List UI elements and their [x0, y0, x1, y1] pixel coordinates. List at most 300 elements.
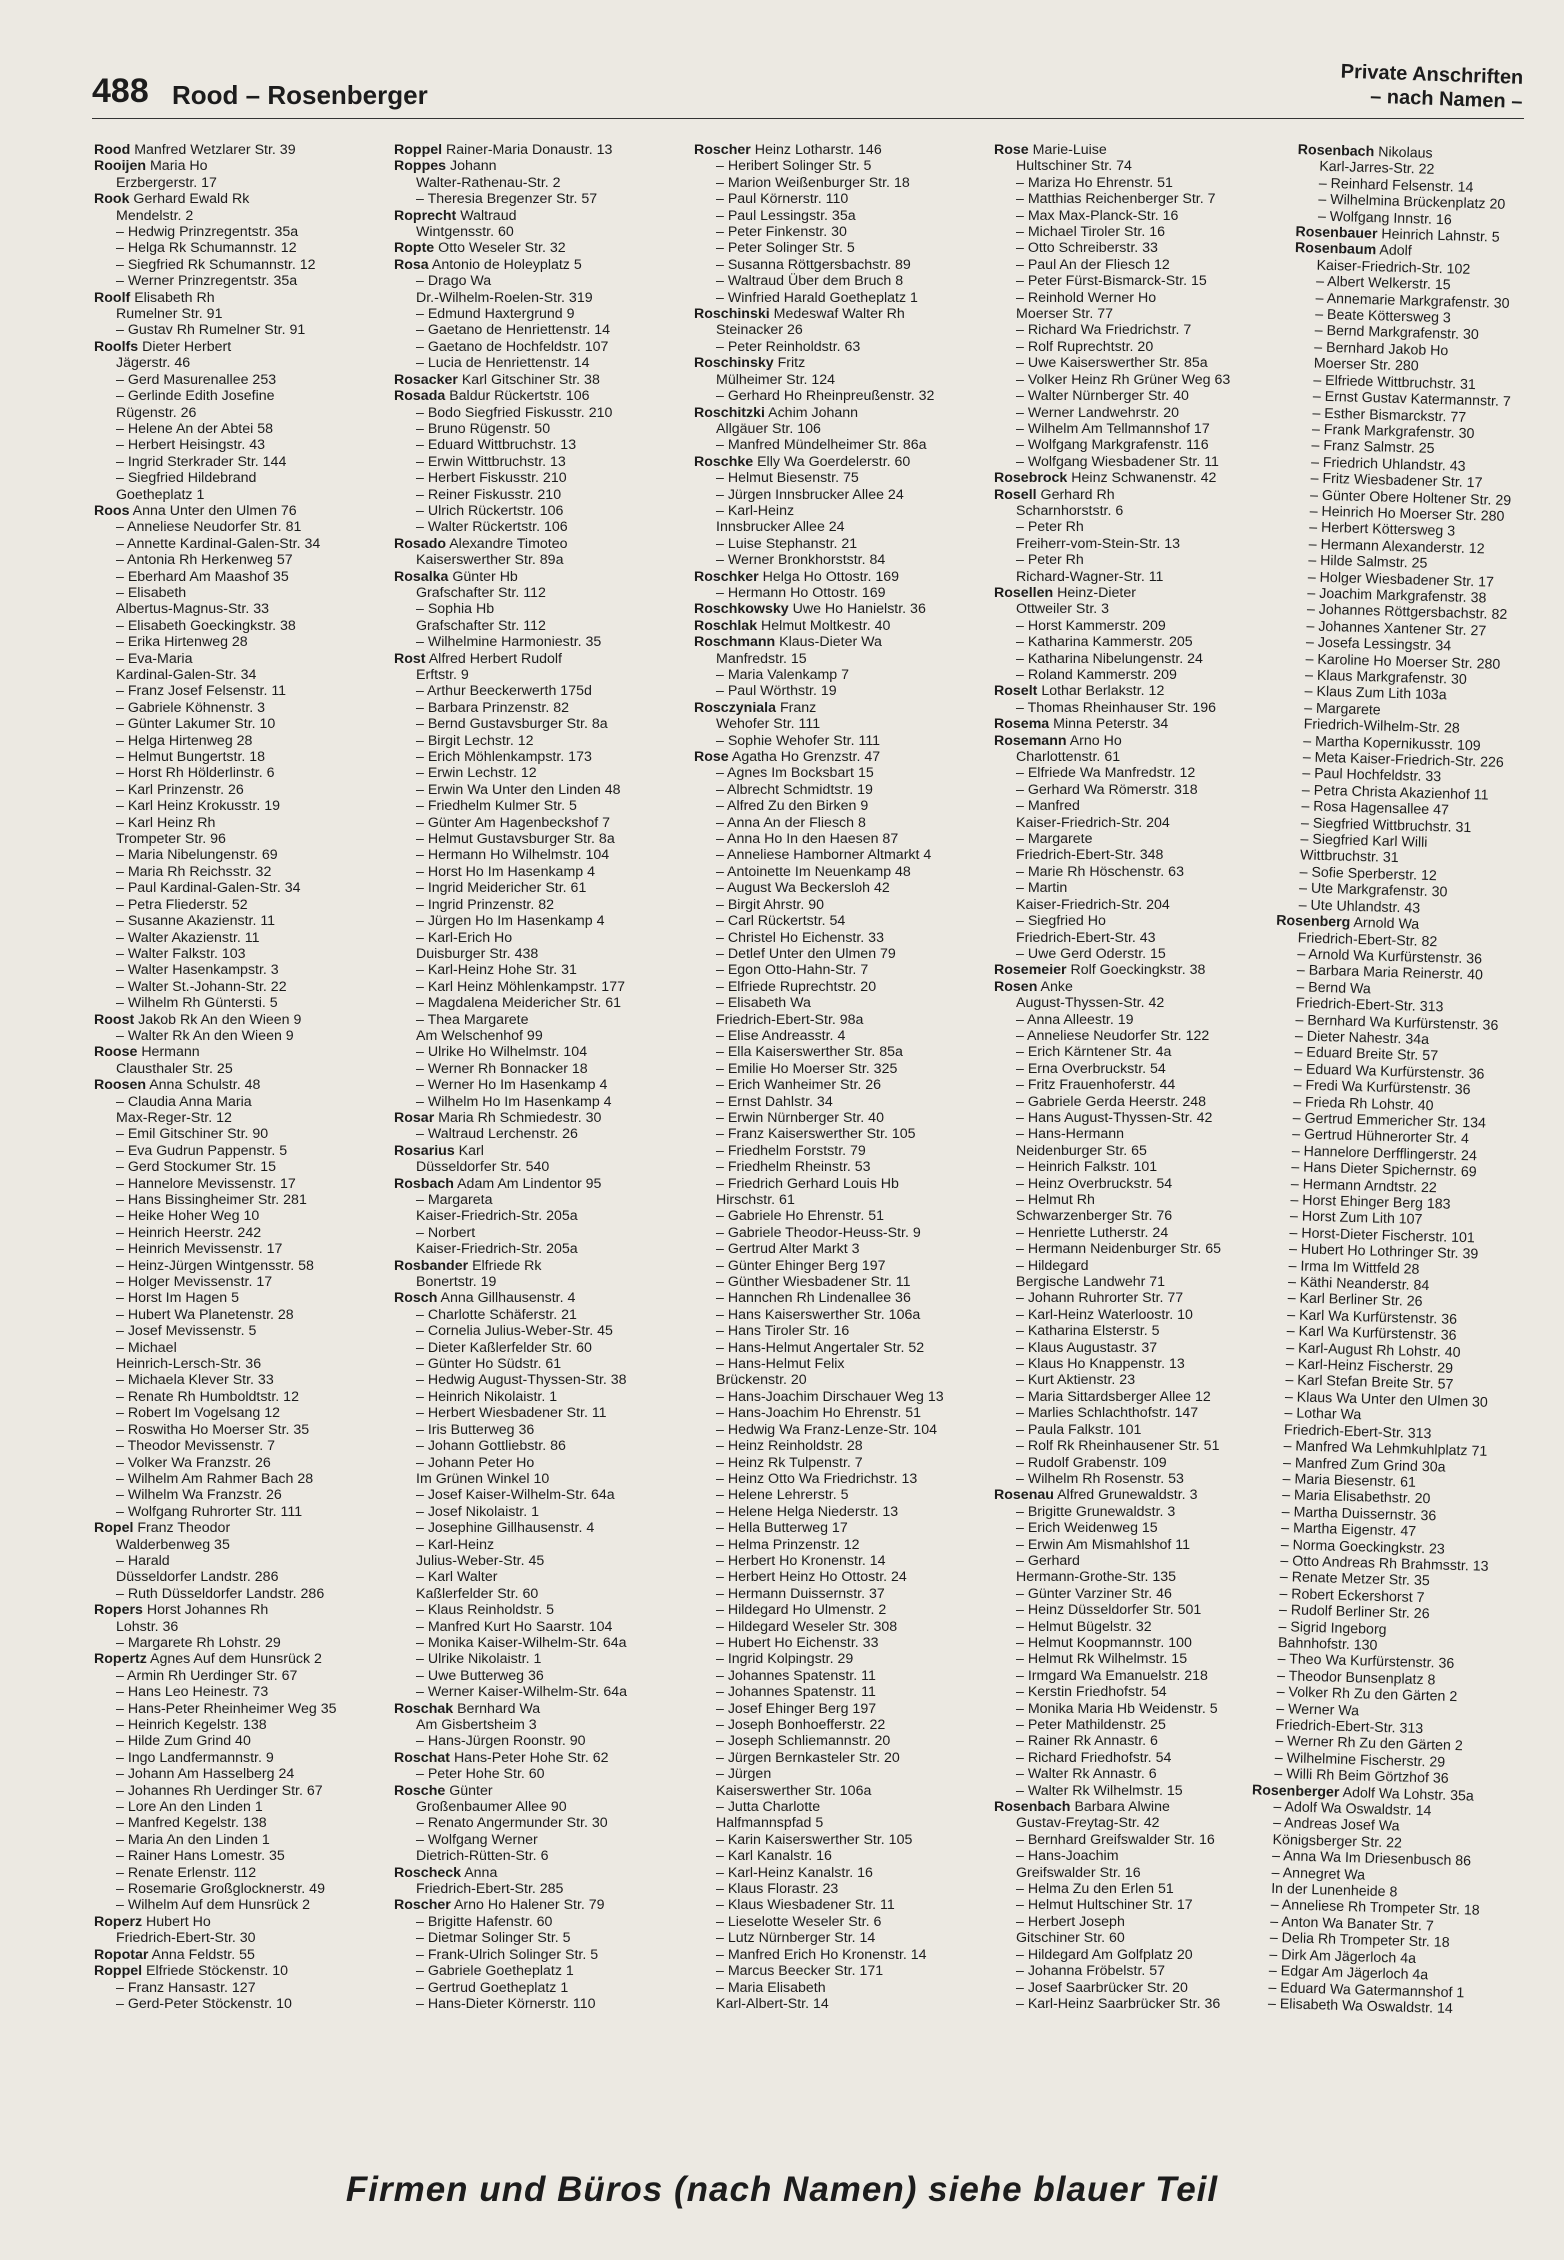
entry-line	[694, 962, 980, 978]
entry-text: – Wilhelmine Harmoniestr. 35	[416, 634, 602, 651]
entry-line	[694, 1159, 980, 1175]
entry-text: Mendelstr. 2	[116, 207, 194, 224]
entry-text: – Egon Otto-Hahn-Str. 7	[716, 962, 869, 979]
section-heading-line-1: Private Anschriften	[1340, 60, 1524, 89]
entry-text: – Gabriele Theodor-Heuss-Str. 9	[716, 1224, 921, 1241]
entry-text: – Marie Rh Höschenstr. 63	[1016, 863, 1184, 880]
entry-text: – Walter St.-Johann-Str. 22	[116, 978, 287, 995]
entry-text: – Anneliese Neudorfer Str. 122	[1016, 1027, 1210, 1044]
entry-text: – Helga Rk Schumannstr. 12	[116, 240, 297, 257]
entry-text: – Eberhard Am Maashof 35	[116, 568, 289, 585]
surname: Rosczyniala	[694, 699, 777, 716]
entry-line	[994, 339, 1280, 355]
entry-text: – Josef Nikolaistr. 1	[416, 1503, 540, 1520]
entry-text: – Manfred Erich Ho Kronenstr. 14	[716, 1946, 927, 1963]
entry-text: – Heinz Otto Wa Friedrichstr. 13	[716, 1470, 918, 1487]
entry-text: – Harald	[116, 1552, 170, 1569]
entry-text: Max-Reger-Str. 12	[116, 1109, 232, 1126]
entry-line	[694, 470, 980, 486]
entry-line	[694, 1258, 980, 1274]
entry-text: – Karl Prinzenstr. 26	[116, 781, 244, 798]
surname: Rosenbach	[1297, 142, 1375, 161]
entry-line	[94, 1635, 380, 1651]
surname: Ropotar	[94, 1946, 149, 1963]
entry-text: – Robert Eckershorst 7	[1279, 1585, 1425, 1606]
entry-line	[94, 1586, 380, 1602]
surname: Rosenbach	[994, 1799, 1071, 1816]
entry-line	[694, 1520, 980, 1536]
entry-text: – Ulrike Ho Wilhelmstr. 104	[416, 1044, 588, 1061]
entry-text: Agnes Auf dem Hunsrück 2	[149, 1651, 322, 1668]
entry-line	[394, 601, 680, 617]
entry-text: – Karl-Heinz Waterloostr. 10	[1016, 1306, 1193, 1323]
surname-entry	[94, 142, 380, 158]
surname: Roschinski	[694, 306, 770, 323]
entry-text: Dieter Herbert	[142, 338, 232, 355]
entry-text: – Günter Ehinger Berg 197	[716, 1257, 886, 1274]
entry-line	[694, 1717, 980, 1733]
entry-text: – Gerd-Peter Stöckenstr. 10	[116, 1995, 292, 2012]
surname: Rosche	[394, 1782, 446, 1799]
surname: Rosebrock	[994, 470, 1068, 487]
entry-line	[394, 437, 680, 453]
entry-text: – Ute Uhlandstr. 43	[1298, 897, 1421, 917]
entry-line	[394, 1159, 680, 1175]
entry-text: – Paul Lessingstr. 35a	[716, 207, 856, 224]
entry-line	[394, 1651, 680, 1667]
entry-line	[94, 1159, 380, 1175]
entry-text: – Horst-Dieter Fischerstr. 101	[1289, 1225, 1475, 1247]
entry-text: – Jürgen Bernkasteler Str. 20	[716, 1749, 900, 1766]
surname-entry	[694, 700, 980, 716]
entry-text: – Gertrud Alter Markt 3	[716, 1241, 860, 1258]
entry-line	[994, 1668, 1280, 1684]
entry-text: – Heinz Reinholdstr. 28	[716, 1438, 863, 1455]
surname-entry	[394, 1110, 680, 1126]
surname: Roppel	[394, 142, 443, 158]
entry-line	[994, 191, 1280, 207]
entry-text: – Eduard Breite Str. 57	[1294, 1044, 1439, 1065]
entry-text: – Andreas Josef Wa	[1272, 1815, 1400, 1835]
surname: Rosar	[394, 1109, 435, 1126]
entry-text: – Günter Am Hagenbeckshof 7	[416, 814, 611, 831]
entry-line	[394, 1930, 680, 1946]
entry-text: Karl Gitschiner Str. 38	[461, 371, 600, 388]
entry-text: Manfred Wetzlarer Str. 39	[134, 142, 296, 158]
surname-entry	[694, 601, 980, 617]
surname-entry	[694, 634, 980, 650]
entry-line	[994, 1766, 1280, 1782]
entry-line	[994, 257, 1280, 273]
entry-text: – Helene Lehrerstr. 5	[716, 1487, 849, 1504]
entry-text: – Rudolf Berliner Str. 26	[1278, 1602, 1430, 1623]
entry-text: Fritz	[777, 355, 806, 372]
entry-line	[694, 191, 980, 207]
surname-entry	[394, 536, 680, 552]
surname-entry	[994, 962, 1280, 978]
entry-text: – Werner Rh Zu den Gärten 2	[1275, 1733, 1463, 1755]
entry-text: – Erwin Nürnberger Str. 40	[716, 1109, 884, 1126]
entry-text: – Theodor Bunsenplatz 8	[1276, 1667, 1436, 1689]
entry-text: Friedrich-Ebert-Str. 313	[1295, 995, 1444, 1016]
entry-line	[694, 1323, 980, 1339]
entry-text: – Wilhelm Am Rahmer Bach 28	[116, 1470, 314, 1487]
entry-text: – Elisabeth Wa	[716, 995, 811, 1012]
entry-line	[694, 1766, 980, 1782]
entry-line	[694, 1044, 980, 1060]
entry-text: – Hans-Helmut Angertaler Str. 52	[716, 1339, 925, 1356]
entry-text: – Johannes Spatenstr. 11	[716, 1667, 876, 1684]
entry-line	[994, 1996, 1280, 2012]
entry-line	[694, 995, 980, 1011]
entry-line	[994, 1323, 1280, 1339]
entry-line	[994, 798, 1280, 814]
entry-line	[994, 240, 1280, 256]
surname: Rosbander	[394, 1257, 469, 1274]
entry-text: – Karl Stefan Breite Str. 57	[1285, 1372, 1454, 1394]
entry-line	[994, 1340, 1280, 1356]
entry-text: Karl-Jarres-Str. 22	[1319, 159, 1435, 179]
entry-text: – Karl-Heinz Fischerstr. 29	[1285, 1356, 1454, 1377]
entry-line	[394, 1241, 680, 1257]
entry-text: – Bernd Gustavsburger Str. 8a	[416, 716, 608, 733]
entry-text: – Wilhelmina Brückenplatz 20	[1318, 191, 1506, 214]
entry-line	[694, 1733, 980, 1749]
entry-text: – Bernhard Jakob Ho	[1314, 339, 1449, 360]
entry-text: – Klaus Wiesbadener Str. 11	[716, 1897, 895, 1914]
surname-entry	[994, 683, 1280, 699]
surname: Rosemeier	[994, 962, 1067, 979]
entry-line	[394, 1684, 680, 1700]
entry-line	[94, 1225, 380, 1241]
entry-text: – Manfred Kegelstr. 138	[116, 1815, 267, 1832]
entry-text: – Fritz Wiesbadener Str. 17	[1310, 470, 1483, 492]
entry-line	[994, 651, 1280, 667]
entry-line	[94, 618, 380, 634]
entry-line	[994, 158, 1280, 174]
surname: Roscher	[694, 142, 751, 158]
entry-line	[994, 1832, 1280, 1848]
entry-text: – Elisabeth Goeckingkstr. 38	[116, 617, 296, 634]
entry-text: – Kurt Aktienstr. 23	[1016, 1372, 1136, 1389]
entry-text: Hubert Ho	[146, 1913, 211, 1930]
entry-text: – Theo Wa Kurfürstenstr. 36	[1277, 1651, 1455, 1673]
entry-line	[694, 503, 980, 519]
entry-text: – Hannelore Derfflingerstr. 24	[1291, 1143, 1478, 1165]
entry-line	[394, 1405, 680, 1421]
entry-line	[94, 1701, 380, 1717]
surname-entry	[994, 470, 1280, 486]
entry-text: Anna Gillhausenstr. 4	[440, 1290, 576, 1307]
entry-line	[994, 437, 1280, 453]
surname: Rosenberg	[1276, 912, 1351, 931]
entry-line	[994, 1094, 1280, 1110]
entry-text: – Holger Wiesbadener Str. 17	[1307, 569, 1495, 591]
entry-line	[394, 1192, 680, 1208]
entry-text: Allgäuer Str. 106	[716, 420, 821, 437]
entry-text: Mülheimer Str. 124	[716, 371, 836, 388]
surname: Rosenau	[994, 1487, 1054, 1504]
entry-line	[694, 1783, 980, 1799]
surname: Roppes	[394, 158, 447, 175]
entry-line	[394, 1455, 680, 1471]
entry-text: Erftstr. 9	[416, 667, 469, 683]
entry-text: – Susanne Akazienstr. 11	[116, 913, 276, 930]
entry-line	[994, 601, 1280, 617]
entry-text: Antonio de Holeyplatz 5	[431, 256, 582, 273]
surname: Rosbach	[394, 1175, 454, 1192]
entry-text: Hirschstr. 61	[716, 1192, 795, 1208]
entry-line	[694, 1143, 980, 1159]
entry-text: Schwarzenberger Str. 76	[1016, 1208, 1173, 1225]
entry-text: – Johann Am Hasselberg 24	[116, 1766, 295, 1783]
entry-text: – Martin	[1016, 880, 1068, 897]
entry-text: – Wilhelm Rh Güntersti. 5	[116, 995, 278, 1012]
entry-line	[394, 831, 680, 847]
entry-text: Rolf Goeckingkstr. 38	[1070, 962, 1206, 979]
entry-line	[994, 1208, 1280, 1224]
entry-text: – Frieda Rh Lohstr. 40	[1292, 1093, 1434, 1114]
entry-text: – Gabriele Ho Ehrenstr. 51	[716, 1208, 884, 1225]
entry-text: – Elfriede Wa Manfredstr. 12	[1016, 765, 1196, 782]
entry-text: – Anna An der Fliesch 8	[716, 814, 866, 831]
entry-line	[394, 306, 680, 322]
entry-text: – Carl Rückertstr. 54	[716, 913, 846, 930]
entry-line	[94, 667, 380, 683]
entry-text: – Margarete	[1303, 700, 1381, 719]
entry-text: – Gabriele Köhnenstr. 3	[116, 699, 266, 716]
entry-text: – Siegfried Rk Schumannstr. 12	[116, 256, 316, 273]
entry-line	[94, 1766, 380, 1782]
entry-text: – Klaus Markgrafenstr. 30	[1304, 667, 1467, 688]
entry-text: – Klaus Florastr. 23	[716, 1881, 839, 1898]
entry-text: – Paul Kardinal-Galen-Str. 34	[116, 880, 301, 897]
entry-line	[994, 1061, 1280, 1077]
entry-text: – Iris Butterweg 36	[416, 1421, 535, 1438]
entry-text: August-Thyssen-Str. 42	[1016, 995, 1165, 1012]
entry-line	[694, 339, 980, 355]
entry-text: – Ernst Gustav Katermannstr. 7	[1312, 388, 1511, 411]
entry-text: Friedrich-Ebert-Str. 98a	[716, 1011, 864, 1028]
entry-line	[94, 1848, 380, 1864]
entry-text: – Franz Josef Felsenstr. 11	[116, 683, 287, 700]
surname-entry	[394, 1258, 680, 1274]
entry-text: – Paul Hochfeldstr. 33	[1302, 765, 1442, 786]
entry-line	[394, 1044, 680, 1060]
entry-text: – Hermann Ho Wilhelmstr. 104	[416, 847, 610, 864]
entry-line	[694, 765, 980, 781]
entry-text: – Karl-Heinz Kanalstr. 16	[716, 1864, 873, 1881]
entry-text: – Ernst Dahlstr. 34	[716, 1093, 833, 1110]
entry-text: Kaiser-Friedrich-Str. 102	[1316, 257, 1471, 278]
entry-text: – Ingrid Sterkrader Str. 144	[116, 453, 287, 470]
entry-line	[394, 1832, 680, 1848]
entry-text: – Helma Prinzenstr. 12	[716, 1536, 860, 1553]
surname-entry	[694, 355, 980, 371]
surname: Rosell	[994, 486, 1037, 503]
entry-line	[994, 1537, 1280, 1553]
entry-text: Gerhard Ewald Rk	[133, 191, 250, 208]
entry-line	[694, 585, 980, 601]
entry-text: – Peter Solinger Str. 5	[716, 240, 855, 257]
entry-text: – Heinrich Falkstr. 101	[1016, 1159, 1158, 1176]
entry-text: Wittbruchstr. 31	[1299, 847, 1399, 867]
entry-text: – Johannes Spatenstr. 11	[716, 1684, 876, 1701]
entry-text: – Erich Wanheimer Str. 26	[716, 1077, 882, 1094]
entry-line	[394, 1996, 680, 2012]
entry-text: – Franz Hansastr. 127	[116, 1979, 256, 1996]
entry-line	[694, 651, 980, 667]
entry-text: Kaiserswerther Str. 106a	[716, 1782, 872, 1799]
entry-text: – Friedrich Gerhard Louis Hb	[716, 1175, 899, 1192]
entry-line	[694, 1307, 980, 1323]
entry-text: – Eduard Wa Kurfürstenstr. 36	[1293, 1061, 1485, 1083]
entry-text: – Maria Nibelungenstr. 69	[116, 847, 278, 864]
entry-line	[394, 1389, 680, 1405]
entry-text: – Horst Ehinger Berg 183	[1290, 1192, 1451, 1213]
entry-text: Lohstr. 36	[116, 1618, 179, 1635]
entry-text: – Thea Margarete	[416, 1011, 529, 1028]
entry-line	[94, 1307, 380, 1323]
entry-text: – Annemarie Markgrafenstr. 30	[1315, 290, 1510, 312]
entry-text: – Katharina Elsterstr. 5	[1016, 1323, 1160, 1340]
entry-line	[94, 634, 380, 650]
entry-text: – Wilhelm Rh Rosenstr. 53	[1016, 1470, 1184, 1487]
entry-text: – Erich Möhlenkampstr. 173	[416, 749, 592, 766]
entry-line	[94, 552, 380, 568]
entry-text: – Norbert	[416, 1224, 476, 1241]
entry-text: Innsbrucker Allee 24	[716, 519, 845, 536]
entry-text: Wintgensstr. 60	[416, 224, 514, 241]
entry-line	[394, 1504, 680, 1520]
entry-text: – Roswitha Ho Moerser Str. 35	[116, 1421, 310, 1438]
surname: Roschker	[694, 568, 759, 585]
entry-text: – Franz Salmstr. 25	[1311, 437, 1435, 458]
entry-text: – Gaetano de Hochfeldstr. 107	[416, 338, 609, 355]
entry-text: – Wilhelmine Fischerstr. 29	[1274, 1749, 1446, 1771]
entry-text: – Meta Kaiser-Friedrich-Str. 226	[1302, 749, 1505, 772]
entry-line	[94, 1815, 380, 1831]
entry-line	[694, 1241, 980, 1257]
entry-text: Greifswalder Str. 16	[1016, 1864, 1141, 1881]
entry-line	[994, 224, 1280, 240]
entry-line	[994, 1569, 1280, 1585]
entry-line	[994, 552, 1280, 568]
entry-text: Heinrich-Lersch-Str. 36	[116, 1356, 262, 1373]
entry-text: Manfredstr. 15	[716, 650, 807, 667]
entry-line	[94, 1750, 380, 1766]
entry-line	[994, 1930, 1280, 1946]
entry-text: Freiherr-vom-Stein-Str. 13	[1016, 535, 1180, 552]
entry-line	[694, 1126, 980, 1142]
surname: Ropte	[394, 240, 435, 257]
entry-text: – Renate Erlenstr. 112	[116, 1864, 257, 1881]
entry-text: – Birgit Lechstr. 12	[416, 732, 534, 749]
entry-text: – Siegfried Hildebrand	[116, 470, 257, 487]
entry-text: Großenbaumer Allee 90	[416, 1799, 567, 1816]
surname: Ropers	[94, 1602, 143, 1619]
entry-text: – Maria Elisabethstr. 20	[1281, 1487, 1431, 1508]
entry-text: – Alfred Zu den Birken 9	[716, 798, 869, 815]
entry-line	[694, 1471, 980, 1487]
surname: Rosa	[394, 256, 429, 273]
entry-text: – Bernhard Greifswalder Str. 16	[1016, 1831, 1215, 1848]
entry-text: – Walter Nürnberger Str. 40	[1016, 388, 1189, 405]
entry-line	[394, 1208, 680, 1224]
entry-line	[394, 1733, 680, 1749]
entry-text: – Herbert Wiesbadener Str. 11	[416, 1405, 607, 1422]
entry-text: – Elisabeth Wa Oswaldstr. 14	[1267, 1995, 1453, 2017]
entry-line	[994, 175, 1280, 191]
entry-text: Maria Ho	[149, 158, 208, 175]
entry-line	[94, 733, 380, 749]
surname: Rosellen	[994, 584, 1054, 601]
entry-line	[694, 683, 980, 699]
surname-entry	[94, 1914, 380, 1930]
entry-text: – Peter Hohe Str. 60	[416, 1766, 545, 1783]
entry-line	[394, 1372, 680, 1388]
surname: Rosacker	[394, 371, 458, 388]
entry-line	[94, 273, 380, 289]
entry-text: – Jürgen Innsbrucker Allee 24	[716, 486, 904, 503]
entry-text: – Friedhelm Rheinstr. 53	[716, 1159, 871, 1176]
surname: Rosado	[394, 535, 447, 552]
surname-entry	[94, 1012, 380, 1028]
entry-text: – Helmut Koopmannstr. 100	[1016, 1634, 1192, 1651]
entry-text: – Reinhard Felsenstr. 14	[1318, 175, 1474, 196]
entry-line	[694, 1110, 980, 1126]
entry-text: – Heinz Rk Tulpenstr. 7	[716, 1454, 863, 1471]
entry-text: Halfmannspfad 5	[716, 1815, 824, 1832]
entry-text: Dr.-Wilhelm-Roelen-Str. 319	[416, 289, 593, 306]
entry-text: – Herbert Heinz Ho Ottostr. 24	[716, 1569, 907, 1586]
entry-line	[94, 1241, 380, 1257]
entry-text: – Ulrich Rückertstr. 106	[416, 502, 564, 519]
entry-text: – Ute Markgrafenstr. 30	[1298, 880, 1448, 901]
entry-text: – Paul An der Fliesch 12	[1016, 256, 1170, 273]
entry-text: – Günter Lakumer Str. 10	[116, 716, 276, 733]
entry-text: – Helene Helga Niederstr. 13	[716, 1503, 899, 1520]
entry-text: Johann	[449, 158, 497, 175]
entry-text: – Norma Goeckingkstr. 23	[1280, 1536, 1446, 1558]
surname-entry	[394, 569, 680, 585]
entry-text: – Volker Heinz Rh Grüner Weg 63	[1016, 371, 1231, 388]
entry-text: – Hans Dieter Spichernstr. 69	[1291, 1159, 1477, 1181]
entry-text: – Hans-Hermann	[1016, 1126, 1125, 1143]
entry-line	[394, 1963, 680, 1979]
entry-line	[694, 1980, 980, 1996]
entry-line	[394, 716, 680, 732]
entry-text: – Gerd Masurenallee 253	[116, 371, 277, 388]
entry-text: – Helma Zu den Erlen 51	[1016, 1881, 1174, 1898]
entry-line	[94, 388, 380, 404]
entry-text: Medeswaf Walter Rh	[773, 306, 905, 323]
entry-text: – Anna Ho In den Haesen 87	[716, 831, 899, 848]
entry-text: – Hildegard Ho Ulmenstr. 2	[716, 1602, 887, 1619]
entry-line	[994, 1159, 1280, 1175]
entry-text: – Hildegard Am Golfplatz 20	[1016, 1946, 1193, 1963]
entry-line	[94, 1996, 380, 2012]
entry-text: Bonertstr. 19	[416, 1274, 497, 1291]
entry-line	[694, 1701, 980, 1717]
surname-entry	[694, 618, 980, 634]
surname-entry	[394, 158, 680, 174]
entry-text: – Delia Rh Trompeter Str. 18	[1269, 1930, 1450, 1952]
column-3	[694, 142, 980, 2127]
entry-line	[694, 815, 980, 831]
surname-entry	[694, 306, 980, 322]
entry-text: – Klaus Ho Knappenstr. 13	[1016, 1356, 1185, 1373]
